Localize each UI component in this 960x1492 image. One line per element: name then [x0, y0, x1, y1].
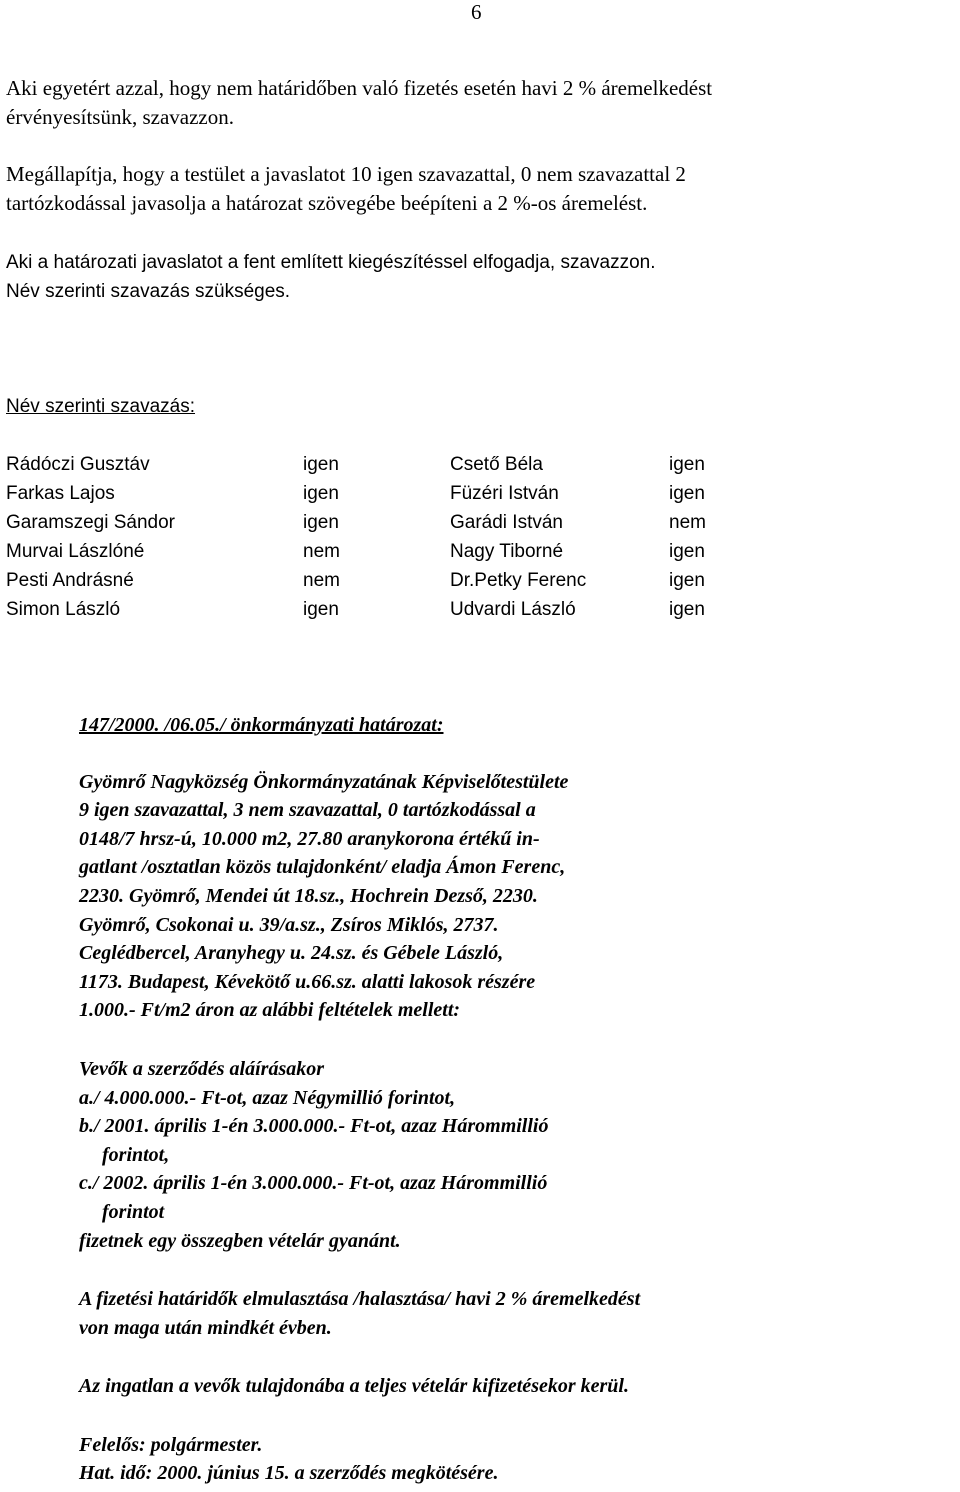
voter-name: Nagy Tiborné [450, 541, 564, 562]
vote-value: igen [303, 599, 339, 620]
payment-a: a./ 4.000.000.- Ft-ot, azaz Négymillió forintot, [79, 1086, 456, 1109]
paragraph1-line1: Aki egyetért azzal, hogy nem határidőben való fizetés esetén havi 2 % áremelkedést [6, 76, 713, 100]
paragraph-vote-result [6, 160, 956, 218]
payment-close: fizetnek egy összegben vételár gyanánt. [79, 1229, 401, 1252]
vote-value: igen [669, 599, 705, 620]
paragraph-vote-call [6, 248, 656, 306]
voter-name: Rádóczi Gusztáv [6, 454, 150, 475]
vote-value: igen [669, 454, 705, 475]
payment-c-continued: forintot [102, 1200, 165, 1223]
resolution-body-line: 9 igen szavazattal, 3 nem szavazattal, 0 tartózkodással a [79, 799, 536, 822]
paragraph2-line2: tartózkodással javasolja a határozat szövegébe beépíteni a 2 %-os áremelést. [6, 191, 648, 215]
vote-value: igen [669, 483, 705, 504]
penalty-line1: A fizetési határidők elmulasztása /halasztása/ havi 2 % áremelkedést [79, 1288, 641, 1311]
resolution-body-line: 2230. Gyömrő, Mendei út 18.sz., Hochrein Dezső, 2230. [79, 884, 538, 907]
payment-b-continued: forintot, [102, 1143, 170, 1166]
deadline: Hat. idő: 2000. június 15. a szerződés megkötésére. [79, 1462, 499, 1485]
resolution-body-line: 0148/7 hrsz-ú, 10.000 m2, 27.80 aranykorona értékű in- [79, 827, 540, 850]
ownership-clause: Az ingatlan a vevők tulajdonába a teljes vételár kifizetésekor kerül. [79, 1375, 629, 1398]
page-number: 6 [471, 0, 482, 24]
buyers-intro: Vevők a szerződés aláírásakor [79, 1057, 325, 1080]
paragraph2-line1: Megállapítja, hogy a testület a javaslatot 10 igen szavazattal, 0 nem szavazattal 2 [6, 162, 686, 186]
payment-b: b./ 2001. április 1-én 3.000.000.- Ft-ot, azaz Hárommillió [79, 1115, 549, 1138]
paragraph-price-increase [6, 74, 956, 132]
table-row [6, 595, 749, 624]
vote-table [6, 450, 749, 624]
vote-value: igen [303, 512, 339, 533]
voter-name: Udvardi László [450, 599, 576, 620]
table-row [6, 566, 749, 595]
vote-value: nem [303, 541, 340, 562]
resolution-body-line: 1173. Budapest, Kévekötő u.66.sz. alatti lakosok részére [79, 970, 536, 993]
paragraph3-line1: Aki a határozati javaslatot a fent említett kiegészítéssel elfogadja, szavazzon. [6, 252, 656, 273]
paragraph3-line2: Név szerinti szavazás szükséges. [6, 281, 291, 302]
table-row [6, 479, 749, 508]
responsible: Felelős: polgármester. [79, 1433, 263, 1456]
voter-name: Simon László [6, 599, 121, 620]
penalty-line2: von maga után mindkét évben. [79, 1316, 332, 1339]
resolution-body-line: Gyömrő Nagyközség Önkormányzatának Képviselőtestülete [79, 770, 569, 793]
resolution-body-line: gatlant /osztatlan közös tulajdonként/ eladja Ámon Ferenc, [79, 856, 566, 879]
vote-value: igen [669, 541, 705, 562]
resolution-body-line: Ceglédbercel, Aranyhegy u. 24.sz. és Gébele László, [79, 942, 504, 965]
payment-c: c./ 2002. április 1-én 3.000.000.- Ft-ot, azaz Hárommillió [79, 1172, 548, 1195]
voter-name: Farkas Lajos [6, 483, 115, 504]
table-row [6, 537, 749, 566]
voter-name: Dr.Petky Ferenc [450, 570, 587, 591]
vote-heading: Név szerinti szavazás: [6, 396, 196, 417]
vote-value: nem [303, 570, 340, 591]
resolution-heading: 147/2000. /06.05./ önkormányzati határozat: [79, 714, 444, 736]
vote-value: igen [303, 454, 339, 475]
voter-name: Murvai Lászlóné [6, 541, 145, 562]
table-row [6, 450, 749, 479]
voter-name: Füzéri István [450, 483, 559, 504]
voter-name: Garamszegi Sándor [6, 512, 175, 533]
vote-value: igen [303, 483, 339, 504]
paragraph1-line2: érvényesítsünk, szavazzon. [6, 105, 234, 129]
resolution-body-line: Gyömrő, Csokonai u. 39/a.sz., Zsíros Miklós, 2737. [79, 913, 499, 936]
voter-name: Garádi István [450, 512, 563, 533]
vote-value: igen [669, 570, 705, 591]
vote-value: nem [669, 512, 706, 533]
voter-name: Pesti Andrásné [6, 570, 134, 591]
resolution-body-line: 1.000.- Ft/m2 áron az alábbi feltételek mellett: [79, 999, 461, 1022]
voter-name: Csető Béla [450, 454, 543, 475]
resolution [79, 711, 799, 1488]
table-row [6, 508, 749, 537]
